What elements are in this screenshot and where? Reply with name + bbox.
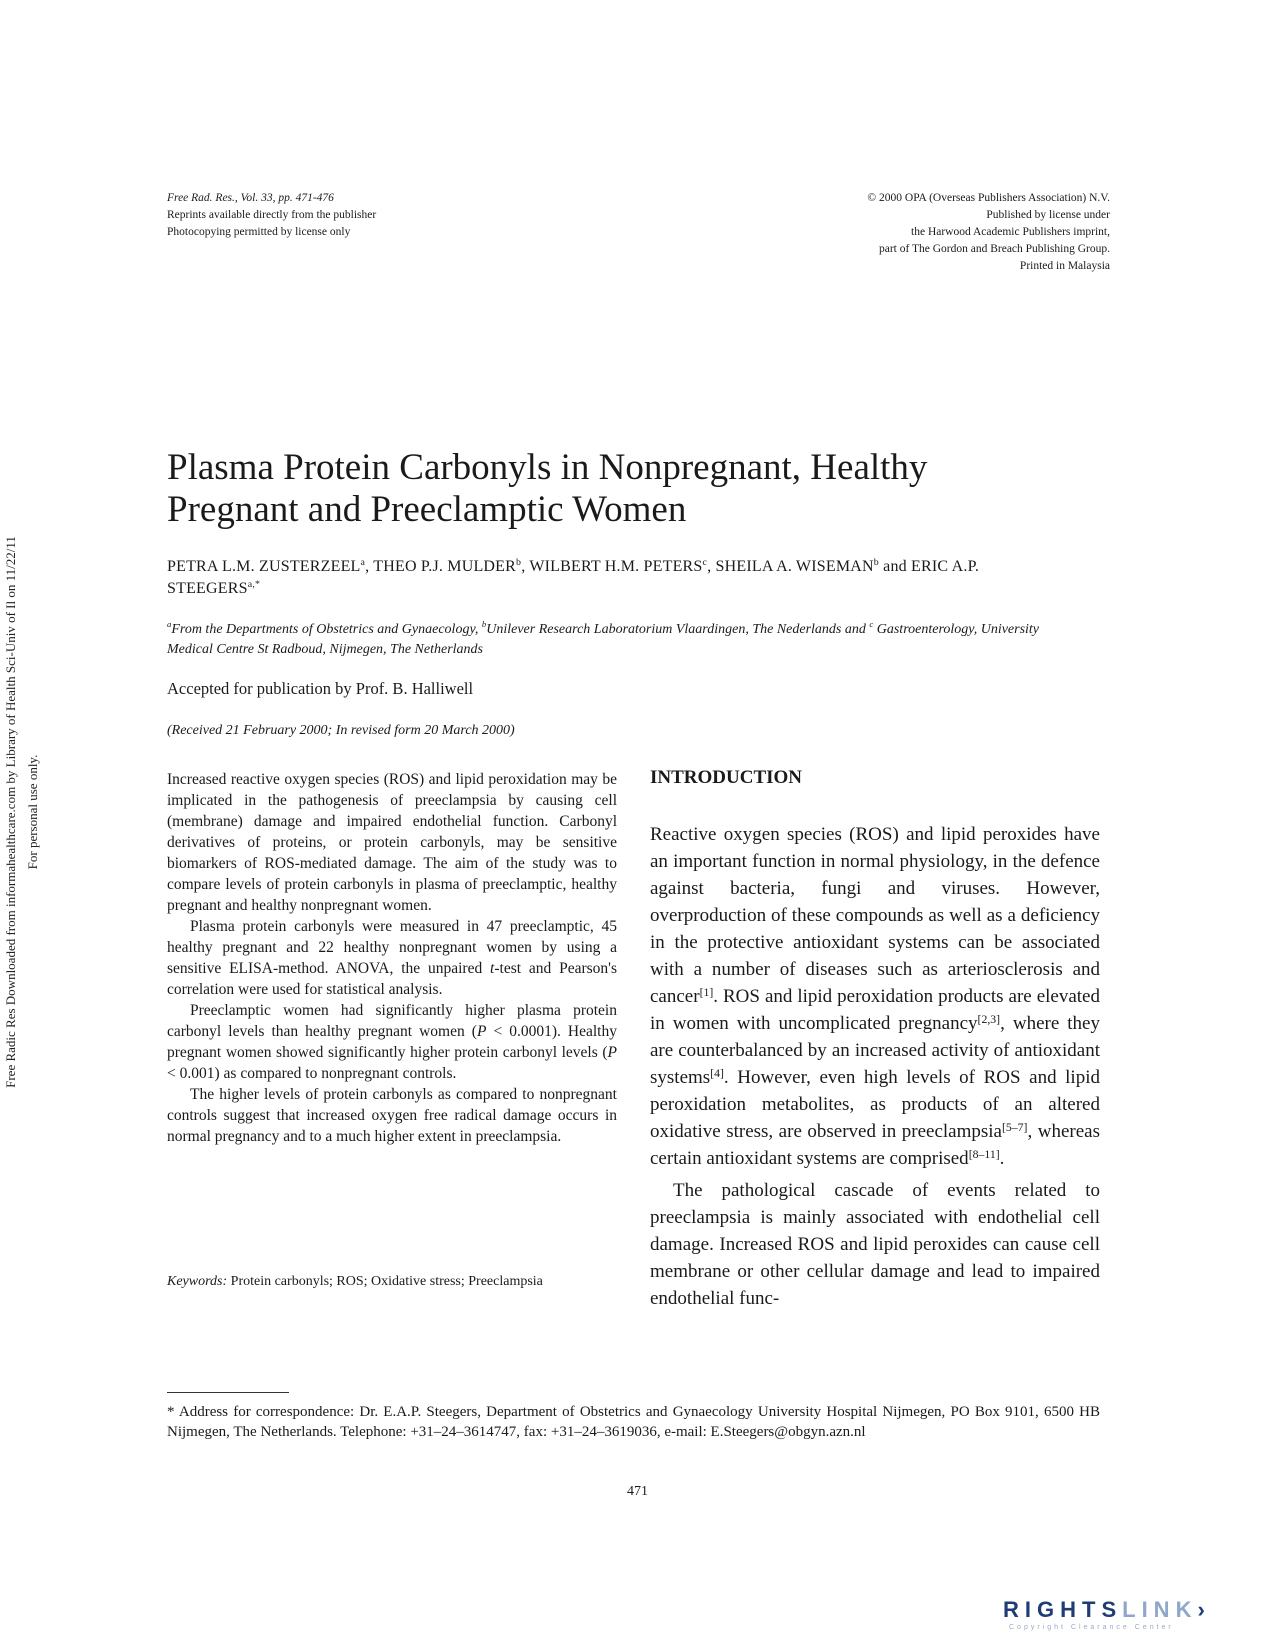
body-text: , where they are counterbalanced by an increased activity of antioxidant systems: [650, 1013, 1100, 1088]
accepted-note: Accepted for publication by Prof. B. Halliwell: [167, 679, 474, 698]
publisher-line: © 2000 OPA (Overseas Publishers Association) N.V.: [867, 192, 1110, 204]
keywords: [167, 1272, 617, 1292]
author-affiliation-mark: a: [360, 557, 366, 568]
abstract-text: < 0.001) as compared to nonpregnant controls.: [167, 1065, 457, 1082]
rightslink-tagline: Copyright Clearance Center: [1009, 1624, 1174, 1631]
author-list: [167, 556, 1067, 600]
author-name: WILBERT H.M. PETERS: [529, 558, 703, 575]
affiliations: [167, 620, 1067, 660]
affiliation-text: Unilever Research Laboratorium Vlaardingen, The Nederlands and: [486, 622, 870, 637]
author-name: ERIC A.P. STEEGERS: [167, 558, 980, 597]
affiliation-mark: c: [869, 619, 874, 629]
publisher-notice: [690, 190, 1110, 275]
abstract-italic: t: [490, 960, 495, 977]
abstract-paragraph: Increased reactive oxygen species (ROS) and lipid peroxidation may be implicated in the pathogenesis of preeclampsia by causing cell (membrane) damage and impaired endothelial function. Carbonyl derivatives of proteins, or protein carbonyls, may be sensitive biomarkers of ROS-mediated damage. The aim of the study was to compare levels of protein carbonyls in plasma of preeclamptic, healthy pregnant and healthy nonpregnant women.: [167, 771, 617, 914]
keywords-label: Keywords:: [167, 1274, 228, 1289]
abstract-text: Preeclamptic women had significantly higher plasma protein carbonyl levels than healthy pregnant women (: [167, 1002, 617, 1040]
body-paragraph: [650, 821, 1100, 1172]
received-dates: (Received 21 February 2000; In revised form 20 March 2000): [167, 723, 515, 738]
author-separator: and: [878, 558, 912, 575]
chevron-right-icon: ›: [1197, 1597, 1211, 1622]
author-name: THEO P.J. MULDER: [373, 558, 517, 575]
citation-line: Photocopying permitted by license only: [167, 226, 351, 238]
publisher-line: Published by license under: [986, 209, 1110, 221]
journal-citation: [167, 190, 587, 241]
rightslink-word-link: LINK: [1122, 1597, 1198, 1622]
author-affiliation-mark: b: [516, 557, 522, 568]
correspondence-footnote: * Address for correspondence: Dr. E.A.P. Steegers, Department of Obstetrics and Gynaecology University Hospital Nijmegen, PO Box 9101, 6500 HB Nijmegen, The Netherlands. Telephone: +31–24–3614747, fax: +31–24–3619036, e-mail: E.Steegers@obgyn.azn.nl: [167, 1404, 1100, 1440]
author-separator: ,: [365, 558, 374, 575]
citation-ref: [1]: [699, 986, 714, 999]
citation-line: Reprints available directly from the publisher: [167, 209, 377, 221]
citation-ref: [5–7]: [1001, 1121, 1028, 1134]
citation-ref: [8–11]: [968, 1148, 1000, 1161]
body-text: . However, even high levels of ROS and lipid peroxidation metabolites, as products of an altered oxidative stress, are observed in preeclampsia: [650, 1067, 1100, 1142]
affiliation-text: Gastroenterology, University Medical Centre St Radboud, Nijmegen, The Netherlands: [167, 622, 1040, 657]
keywords-text: Protein carbonyls; ROS; Oxidative stress; Preeclampsia: [227, 1274, 543, 1289]
download-watermark-line: For personal use only.: [25, 754, 40, 870]
article-title-line: Plasma Protein Carbonyls in Nonpregnant, Healthy: [167, 447, 928, 488]
abstract-paragraph: The higher levels of protein carbonyls as compared to nonpregnant controls suggest that increased oxygen free radical damage occurs in normal pregnancy and to a much higher extent in preeclampsia.: [167, 1086, 617, 1145]
citation-ref: [4]: [710, 1067, 724, 1080]
abstract-paragraph: [167, 916, 617, 1000]
author-separator: ,: [521, 558, 530, 575]
rightslink-word-rights: RIGHTS: [1003, 1597, 1123, 1622]
abstract-text: < 0.0001). Healthy pregnant women showed significantly higher protein carbonyl levels (: [167, 1023, 617, 1061]
section-heading: INTRODUCTION: [650, 767, 803, 788]
abstract-text: Plasma protein carbonyls were measured in 47 preeclamptic, 45 healthy pregnant and 22 healthy nonpregnant women by using a sensitive ELISA-method. ANOVA, the unpaired: [167, 918, 617, 977]
article-title-line: Pregnant and Preeclamptic Women: [167, 489, 687, 530]
body-text: Reactive oxygen species (ROS) and lipid peroxides have an important function in normal physiology, in the defence against bacteria, fungi and viruses. However, overproduction of these compounds as well as a deficiency in the protective antioxidant systems can be associated with a number of diseases such as arteriosclerosis and cancer: [650, 824, 1100, 1007]
page-number: 471: [627, 1484, 648, 1499]
abstract: [167, 769, 617, 1147]
rightslink-wordmark: [1003, 1597, 1211, 1623]
affiliation-mark: b: [481, 619, 487, 629]
body-text: . ROS and lipid peroxidation products are elevated in women with uncomplicated pregnancy: [650, 986, 1100, 1034]
download-watermark: [2, 430, 47, 1190]
affiliation-mark: a: [167, 619, 172, 629]
publisher-line: part of The Gordon and Breach Publishing Group.: [878, 243, 1110, 255]
abstract-italic: P: [607, 1044, 617, 1061]
author-name: PETRA L.M. ZUSTERZEEL: [167, 558, 361, 575]
abstract-paragraph: [167, 1000, 617, 1084]
author-separator: ,: [707, 558, 716, 575]
citation-ref: [2,3]: [977, 1013, 1001, 1026]
rightslink-logo: [1003, 1597, 1247, 1637]
author-affiliation-mark: b: [873, 557, 879, 568]
body-text: , whereas certain antioxidant systems are comprised: [650, 1121, 1100, 1169]
footnote-rule: [167, 1392, 289, 1393]
abstract-italic: P: [476, 1023, 487, 1040]
publisher-line: Printed in Malaysia: [1019, 260, 1110, 272]
author-name: SHEILA A. WISEMAN: [715, 558, 874, 575]
author-affiliation-mark: c: [702, 557, 708, 568]
article-title: [167, 447, 1067, 531]
publisher-line: the Harwood Academic Publishers imprint,: [911, 226, 1110, 238]
author-affiliation-mark: a,*: [247, 579, 261, 590]
abstract-text: -test and Pearson's correlation were used for statistical analysis.: [167, 960, 618, 998]
download-watermark-line: Free Radic Res Downloaded from informahealthcare.com by Library of Health Sci-Univ of Il on 11/22/11: [3, 536, 18, 1088]
body-text: .: [999, 1148, 1005, 1169]
citation-line: Free Rad. Res., Vol. 33, pp. 471-476: [167, 192, 334, 204]
affiliation-text: From the Departments of Obstetrics and Gynaecology,: [171, 622, 482, 637]
body-paragraph: The pathological cascade of events related to preeclampsia is mainly associated with endothelial cell damage. Increased ROS and lipid peroxides can cause cell membrane or other cellular damage and lead to impaired endothelial func-: [650, 1180, 1100, 1309]
introduction-body: [650, 821, 1100, 1312]
